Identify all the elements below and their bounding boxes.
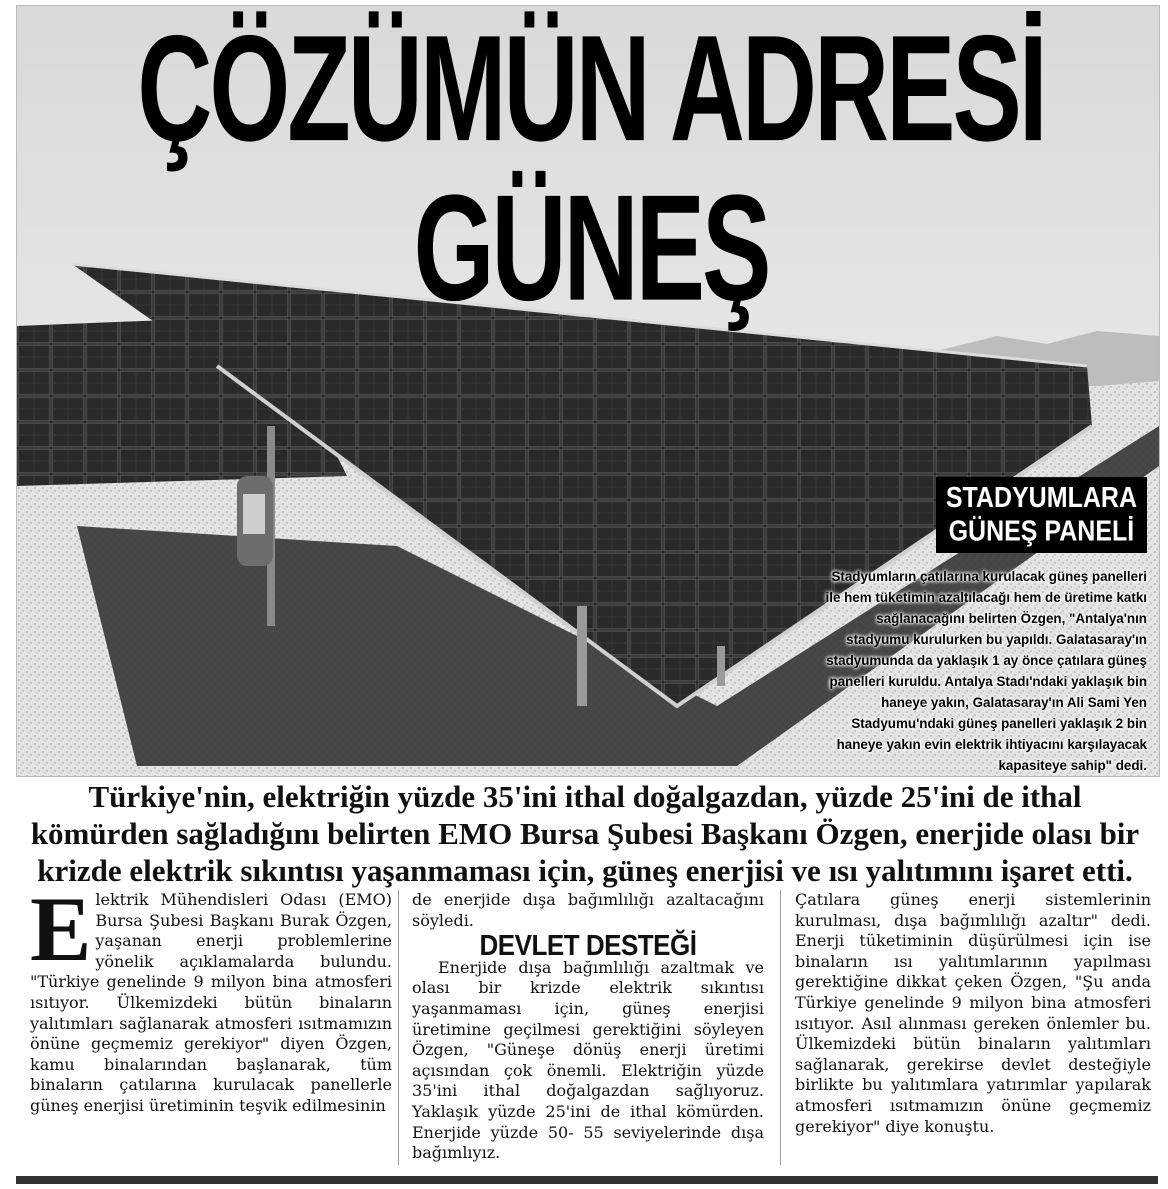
- sidebar-body: Stadyumların çatılarına kurulacak güneş panelleri ile hem tüketimin azaltılacağı hem de üretime katkı sağlanacağını belirten Özgen, "Antalya'nın stadyumu kurulurken bu yapıldı. Galatasaray'ın stadyumunda da yaklaşık 1 ay önce çatılara güneş panelleri kuruldu. Antalya Stadı'ndaki yaklaşık bin haneye yakın, Galatasaray'ın Ali Sami Yen Stadyumu'ndaki güneş panelleri yaklaşık 2 bin haneye yakın evin elektrik ihtiyacını karşılayacak kapasiteye sahip" dedi.: [825, 568, 1147, 773]
- column-divider: [780, 890, 781, 1165]
- headline: [31, 5, 1151, 333]
- sidebar-title: [936, 477, 1147, 552]
- column-1-text: lektrik Mühendisleri Odası (EMO) Bursa Şubesi Başkanı Burak Özgen, yaşanan enerji problemlerine yönelik açıklamalarda bulundu. "Türkiye genelinde 9 milyon bina atmosferi ısıtıyor. Ülkemizdeki bütün binaların yalıtımları sağlanarak atmosferi ısıtmamızın önüne geçmemiz gerekiyor" diyen Özgen, kamu binalarından başlanarak, tüm binaların çatılarına kurulacak panellerle güneş enerjisi üretiminin teşvik edilmesinin: [30, 890, 392, 1115]
- sidebar-title-line-2: GÜNEŞ PANELİ: [948, 514, 1135, 547]
- headline-line-1: ÇÖZÜMÜN ADRESİ: [137, 5, 1045, 174]
- article-column-2: [412, 890, 764, 1164]
- headline-line-2: GÜNEŞ: [413, 164, 769, 333]
- bottom-rule: [16, 1176, 1158, 1184]
- article-column-1: [30, 878, 392, 1117]
- spot-text: Türkiye'nin, elektriğin yüzde 35'ini ithal doğalgazdan, yüzde 25'ini de ithal kömürden sağladığını belirten EMO Bursa Şubesi Başkanı Özgen, enerjide olası bir krizde elektrik sıkıntısı yaşanmaması için, güneş enerjisi ve ısı yalıtımını işaret etti.: [30, 779, 1140, 888]
- article-column-3: [795, 890, 1151, 1137]
- subheading: DEVLET DESTEĞİ: [479, 928, 697, 962]
- sidebar-box: [825, 482, 1147, 776]
- hero-photo-area: [16, 5, 1160, 777]
- drop-cap: E: [30, 878, 92, 980]
- column-2-top-text: de enerjide dışa bağımlılığı azaltacağını söyledi.: [412, 890, 764, 930]
- column-2-text: Enerjide dışa bağımlılığı azaltmak ve olası bir krizde elektrik sıkıntısı yaşanmaması için, güneş enerjisi üretimine geçilmesi gerektiğini söyleyen Özgen, "Güneşe dönüş enerji üretimi açısından çok önemli. Elektriğin yüzde 35'ini ithal doğalgazdan sağlıyoruz. Yaklaşık yüzde 25'ini de ithal kömürden. Enerjide yüzde 50- 55 seviyelerinde dışa bağımlıyız.: [412, 957, 764, 1163]
- column-divider: [398, 890, 399, 1165]
- column-3-text: Çatılara güneş enerji sistemlerinin kurulması, dışa bağımlılığı azaltır" dedi. Enerji tüketiminin düşürülmesi için ise binaların ısı yalıtımlarının yapılması gerektiğine dikkat çeken Özgen, "Şu anda Türkiye genelinde 9 milyon bina atmosferi ısıtıyor. Asıl alınması gereken önlemler bu. Ülkemizdeki bütün binaların yalıtımları sağlanarak, gerekirse devlet desteğiyle birlikte bu yalıtımlara yatırımlar yapılarak atmosferi ısıtmamızın önüne geçmemiz gerekiyor" diye konuştu.: [795, 890, 1151, 1136]
- sidebar-title-line-1: STADYUMLARA: [945, 481, 1137, 514]
